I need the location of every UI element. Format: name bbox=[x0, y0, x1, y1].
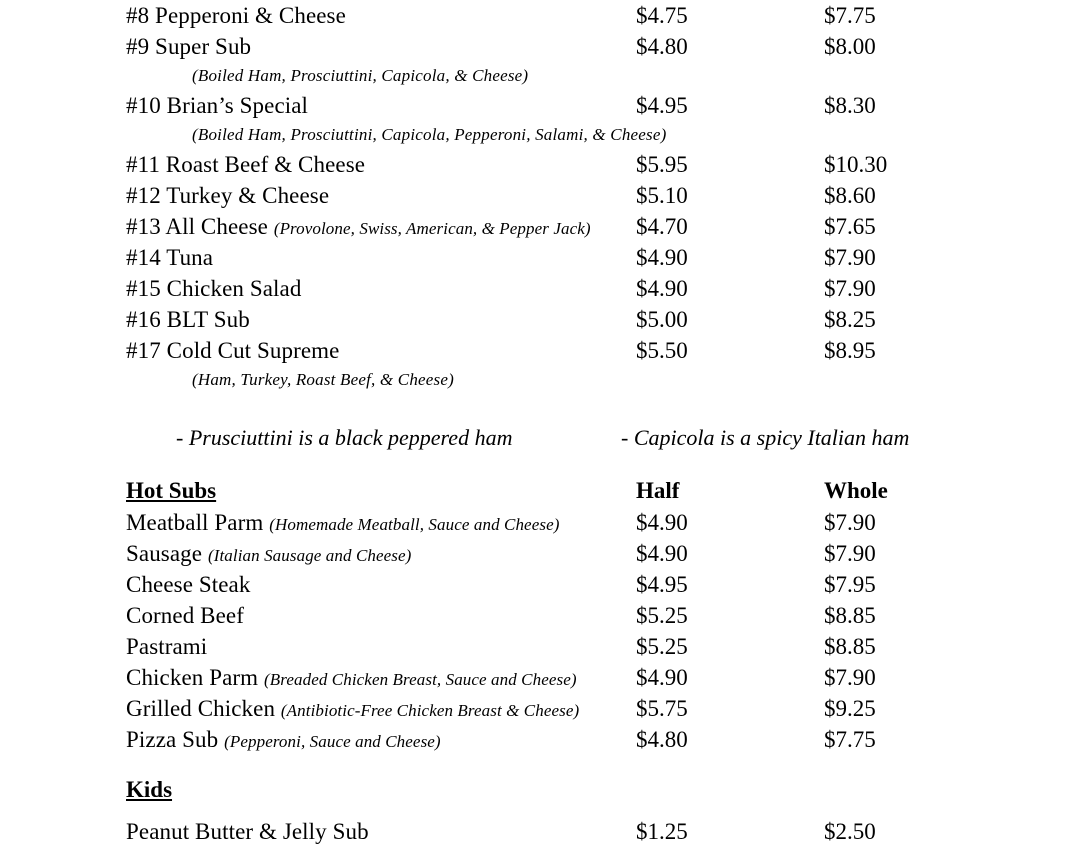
menu-item-half-price: $5.75 bbox=[636, 696, 688, 721]
menu-item-half-price: $5.00 bbox=[636, 307, 688, 332]
menu-item-name: #14 Tuna bbox=[126, 245, 214, 270]
note-capicola: - Capicola is a spicy Italian ham bbox=[621, 425, 910, 450]
menu-item-row bbox=[0, 149, 1080, 180]
menu-item-whole-price: $7.90 bbox=[824, 245, 876, 270]
menu-item-description-text: (Pepperoni, Sauce and Cheese) bbox=[224, 732, 441, 751]
menu-item-whole-price: $8.00 bbox=[824, 34, 876, 59]
menu-item-name-text: Grilled Chicken bbox=[126, 696, 276, 721]
menu-item-name-text: Sausage bbox=[126, 541, 203, 566]
menu-item-half-price: $4.80 bbox=[636, 34, 688, 59]
menu-item-description-text: (Italian Sausage and Cheese) bbox=[207, 546, 412, 565]
menu-item-whole-price: $7.90 bbox=[824, 665, 876, 690]
menu-item-name bbox=[126, 662, 577, 695]
menu-item-row bbox=[0, 693, 1080, 724]
menu-item-half-price: $4.70 bbox=[636, 214, 688, 239]
hot-subs-header bbox=[0, 474, 1080, 507]
menu-item-name: Pastrami bbox=[126, 634, 208, 659]
menu-item-half-price: $4.80 bbox=[636, 727, 688, 752]
menu-item-row bbox=[0, 211, 1080, 242]
menu-item-name: #8 Pepperoni & Cheese bbox=[126, 3, 346, 28]
cold-subs-list bbox=[0, 0, 1080, 394]
menu-item-half-price: $5.95 bbox=[636, 152, 688, 177]
menu-item-row bbox=[0, 242, 1080, 273]
menu-item-row bbox=[0, 31, 1080, 62]
menu-item-row bbox=[0, 90, 1080, 121]
menu-item-row bbox=[0, 662, 1080, 693]
menu-item-row bbox=[0, 273, 1080, 304]
menu-item-whole-price: $2.50 bbox=[824, 819, 876, 844]
menu-item-name: #12 Turkey & Cheese bbox=[126, 183, 330, 208]
menu-item-description-text: (Provolone, Swiss, American, & Pepper Jack) bbox=[273, 219, 591, 238]
menu-item-name bbox=[126, 538, 411, 571]
menu-item-whole-price: $8.85 bbox=[824, 634, 876, 659]
menu-item-whole-price: $9.25 bbox=[824, 696, 876, 721]
menu-item-name: #11 Roast Beef & Cheese bbox=[126, 152, 366, 177]
menu-item-row bbox=[0, 724, 1080, 755]
menu-item-half-price: $5.25 bbox=[636, 634, 688, 659]
menu-item-description-text: (Breaded Chicken Breast, Sauce and Cheese) bbox=[264, 670, 577, 689]
menu-item-row bbox=[0, 569, 1080, 600]
menu-item-whole-price: $8.25 bbox=[824, 307, 876, 332]
menu-item-half-price: $5.50 bbox=[636, 338, 688, 363]
menu-item-half-price: $4.90 bbox=[636, 245, 688, 270]
menu-item-half-price: $4.95 bbox=[636, 572, 688, 597]
menu-item-name-text: Chicken Parm bbox=[126, 665, 259, 690]
menu-item-whole-price: $7.90 bbox=[824, 276, 876, 301]
menu-item-row bbox=[0, 180, 1080, 211]
menu-item-name-text: Meatball Parm bbox=[126, 510, 264, 535]
menu-item-name: #17 Cold Cut Supreme bbox=[126, 338, 340, 363]
menu-item-half-price: $4.95 bbox=[636, 93, 688, 118]
menu-item-description-text: (Homemade Meatball, Sauce and Cheese) bbox=[269, 515, 560, 534]
menu-item-row bbox=[0, 335, 1080, 366]
menu-notes bbox=[0, 412, 1080, 464]
menu-item-half-price: $4.90 bbox=[636, 665, 688, 690]
column-header-whole: Whole bbox=[824, 478, 888, 503]
section-title-kids: Kids bbox=[126, 777, 173, 802]
menu-item-name bbox=[126, 693, 579, 726]
menu-item-whole-price: $7.75 bbox=[824, 727, 876, 752]
menu-item-name bbox=[126, 507, 559, 540]
kids-list bbox=[0, 816, 1080, 847]
menu-item-name-text: Pizza Sub bbox=[126, 727, 219, 752]
menu-item-whole-price: $8.85 bbox=[824, 603, 876, 628]
menu-item-row bbox=[0, 0, 1080, 31]
menu-item-whole-price: $7.90 bbox=[824, 541, 876, 566]
menu-item-whole-price: $8.95 bbox=[824, 338, 876, 363]
section-title-hot-subs: Hot Subs bbox=[126, 478, 217, 503]
menu-item-whole-price: $8.30 bbox=[824, 93, 876, 118]
menu-item-name bbox=[126, 211, 591, 244]
menu-item-description-text: (Ham, Turkey, Roast Beef, & Cheese) bbox=[192, 370, 454, 389]
menu-item-name: #16 BLT Sub bbox=[126, 307, 250, 332]
menu-item-whole-price: $7.95 bbox=[824, 572, 876, 597]
menu-item-row bbox=[0, 538, 1080, 569]
menu-item-half-price: $4.90 bbox=[636, 541, 688, 566]
menu-item-whole-price: $8.60 bbox=[824, 183, 876, 208]
menu-item-row bbox=[0, 507, 1080, 538]
menu-item-whole-price: $7.75 bbox=[824, 3, 876, 28]
spacer bbox=[0, 755, 1080, 773]
menu-item-name: Corned Beef bbox=[126, 603, 244, 628]
menu-item-name: Cheese Steak bbox=[126, 572, 251, 597]
menu-item-whole-price: $7.65 bbox=[824, 214, 876, 239]
menu-item-description-text: (Antibiotic-Free Chicken Breast & Cheese) bbox=[280, 701, 580, 720]
menu-item-whole-price: $7.90 bbox=[824, 510, 876, 535]
menu-item-name-text: #13 All Cheese bbox=[126, 214, 268, 239]
menu-item-description bbox=[0, 62, 1080, 90]
menu-item-row bbox=[0, 816, 1080, 847]
menu-item-name: #10 Brian’s Special bbox=[126, 93, 309, 118]
menu-item-row bbox=[0, 631, 1080, 662]
menu-item-name: #15 Chicken Salad bbox=[126, 276, 302, 301]
hot-subs-list bbox=[0, 507, 1080, 755]
menu-item-half-price: $5.10 bbox=[636, 183, 688, 208]
note-prosciuttini: - Prusciuttini is a black peppered ham bbox=[176, 425, 513, 450]
menu-item-row bbox=[0, 600, 1080, 631]
menu-item-half-price: $4.75 bbox=[636, 3, 688, 28]
menu-item-name: #9 Super Sub bbox=[126, 34, 252, 59]
menu-item-description-text: (Boiled Ham, Prosciuttini, Capicola, & Cheese) bbox=[192, 66, 529, 85]
column-header-half: Half bbox=[636, 478, 680, 503]
menu-item-name bbox=[126, 724, 441, 757]
menu-item-half-price: $4.90 bbox=[636, 276, 688, 301]
spacer bbox=[0, 394, 1080, 412]
menu-item-half-price: $5.25 bbox=[636, 603, 688, 628]
spacer bbox=[0, 464, 1080, 474]
menu-item-description-text: (Boiled Ham, Prosciuttini, Capicola, Pepperoni, Salami, & Cheese) bbox=[192, 125, 667, 144]
menu-item-name: Peanut Butter & Jelly Sub bbox=[126, 819, 369, 844]
menu-item-description bbox=[0, 121, 1080, 149]
kids-header bbox=[0, 773, 1080, 806]
menu-item-half-price: $1.25 bbox=[636, 819, 688, 844]
menu-item-description bbox=[0, 366, 1080, 394]
menu-item-row bbox=[0, 304, 1080, 335]
menu-item-half-price: $4.90 bbox=[636, 510, 688, 535]
menu-item-whole-price: $10.30 bbox=[824, 152, 888, 177]
